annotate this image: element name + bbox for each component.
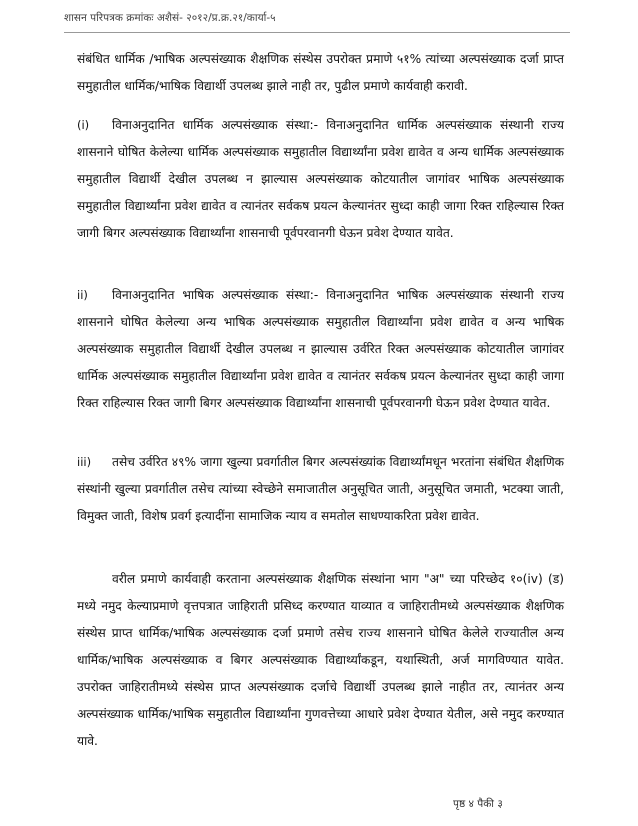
section-ii	[77, 282, 564, 417]
header-divider	[64, 32, 570, 33]
closing-paragraph	[77, 566, 564, 755]
section-text: विनाअनुदानित धार्मिक अल्पसंख्याक संस्था:- विनाअनुदानित धार्मिक अल्पसंख्याक संस्थानी राज्य शासनाने घोषित केलेल्या धार्मिक अल्पसंख्याक समुहातील विद्यार्थ्यांना प्रवेश द्यावेत व अन्य धार्मिक अल्पसंख्याक समुहातील विद्यार्थी देखील उपलब्ध न झाल्यास अल्पसंख्याक कोटयातील जागांवर भाषिक अल्पसंख्याक समुहातील विद्यार्थ्यांना प्रवेश द्यावेत व त्यानंतर सर्वकष प्रयत्न केल्यानंतर सुध्दा काही जागा रिक्त राहिल्यास रिक्त जागी बिगर अल्पसंख्याक विद्यार्थ्यांना शासनाची पूर्वपरवानगी घेऊन प्रवेश देण्यात यावेत.	[77, 118, 564, 240]
page-header: शासन परिपत्रक क्रमांकः अशैसं- २०१२/प्र.क्र.२१/कार्या-५	[64, 12, 276, 24]
intro-paragraph: संबंधित धार्मिक /भाषिक अल्पसंख्याक शैक्षणिक संस्थेस उपरोक्त प्रमाणे ५१% त्यांच्या अल्पसंख्याक दर्जा प्राप्त समुहातील धार्मिक/भाषिक विद्यार्थी उपलब्ध झाले नाही तर, पुढील प्रमाणे कार्यवाही करावी.	[77, 52, 564, 93]
closing-text: वरील प्रमाणे कार्यवाही करताना अल्पसंख्याक शैक्षणिक संस्थांना भाग "अ" च्या परिच्छेद १०(iv) (ड) मध्ये नमुद केल्याप्रमाणे वृत्तपत्रात जाहिराती प्रसिध्द करण्यात याव्यात व जाहिरातीमध्ये अल्पसंख्याक शैक्षणिक संस्थेस प्राप्त धार्मिक/भाषिक अल्पसंख्याक दर्जा प्रमाणे तसेच राज्य शासनाने घोषित केलेले राज्यातील अन्य धार्मिक/भाषिक अल्पसंख्याक व बिगर अल्पसंख्याक विद्यार्थ्यांकडून, यथास्थिती, अर्ज मागविण्यात यावेत. उपरोक्त जाहिरातीमध्ये संस्थेस प्राप्त अल्पसंख्याक दर्जाचे विद्यार्थी उपलब्ध झाले नाहीत तर, त्यानंतर अन्य अल्पसंख्याक धार्मिक/भाषिक समुहातील विद्यार्थ्यांना गुणवत्तेच्या आधारे प्रवेश देण्यात येतील, असे नमुद करण्यात यावे.	[77, 572, 564, 748]
section-marker: (i)	[77, 118, 90, 132]
section-marker: ii)	[77, 288, 88, 302]
section-iii	[77, 449, 564, 530]
section-text: विनाअनुदानित भाषिक अल्पसंख्याक संस्था:- विनाअनुदानित भाषिक अल्पसंख्याक संस्थानी राज्य शासनाने घोषित केलेल्या अन्य भाषिक अल्पसंख्याक समुहातील विद्यार्थ्यांना प्रवेश द्यावेत व अन्य भाषिक अल्पसंख्याक समुहातील विद्यार्थी देखील उपलब्ध न झाल्यास उर्वरित रिक्त अल्पसंख्याक कोटयातील जागांवर धार्मिक अल्पसंख्याक समुहातील विद्यार्थ्यांना प्रवेश द्यावेत व त्यानंतर सर्वकष प्रयत्न केल्यानंतर सुध्दा काही जागा रिक्त राहिल्यास रिक्त जागी बिगर अल्पसंख्याक विद्यार्थ्यांना शासनाची पूर्वपरवानगी घेऊन प्रवेश देण्यात यावेत.	[77, 288, 564, 410]
section-i	[77, 112, 564, 247]
section-marker: iii)	[77, 455, 92, 469]
page-number: पृष्ठ ४ पैकी ३	[453, 798, 503, 810]
section-text: तसेच उर्वरित ४९% जागा खुल्या प्रवर्गातील बिगर अल्पसंख्यांक विद्यार्थ्यांमधून भरतांना संबंधित शैक्षणिक संस्थांनी खुल्या प्रवर्गातील तसेच त्यांच्या स्वेच्छेने समाजातील अनुसूचित जाती, अनुसूचित जमाती, भटक्या जाती, विमुक्त जाती, विशेष प्रवर्ग इत्यादींना सामाजिक न्याय व समतोल साधण्याकरिता प्रवेश द्यावेत.	[77, 455, 564, 523]
